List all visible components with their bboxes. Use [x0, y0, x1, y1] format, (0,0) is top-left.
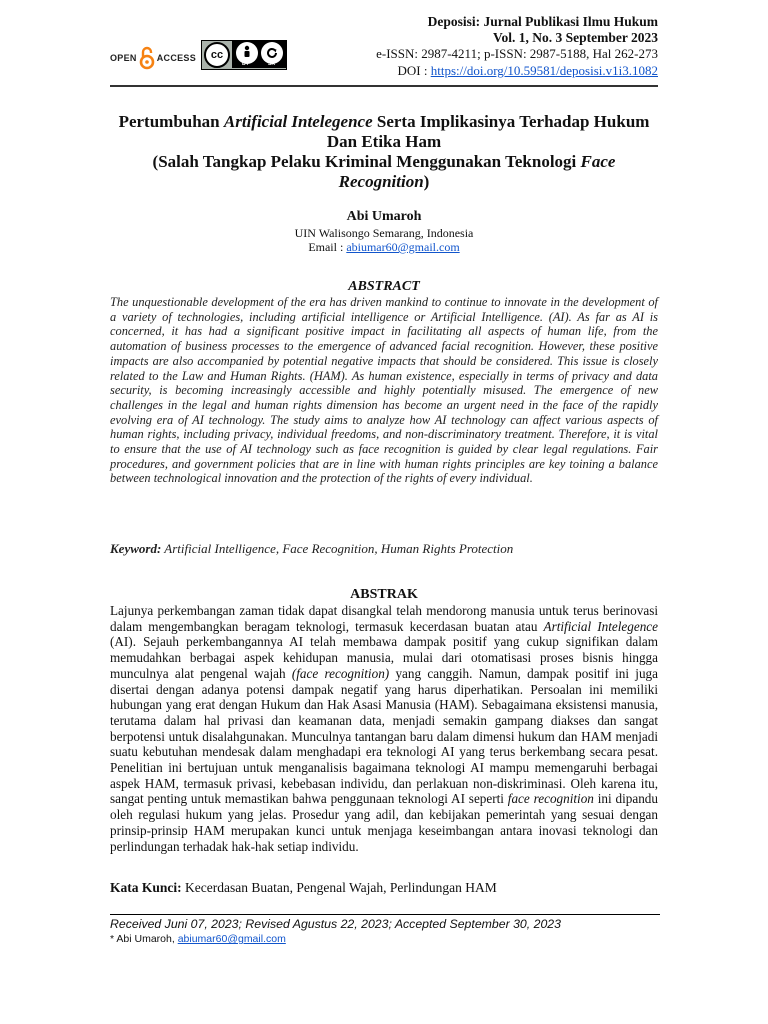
- cc-sa-label: SA: [268, 61, 275, 67]
- abstract-body: The unquestionable development of the era has driven mankind to continue to innovate in the development of a variety of technologies, including artificial intelligence or Artificial Intelligence. (AI). As far as AI is concerned, it has had a significant positive impact in facilitating all aspects of human life, from the automation of business processes to the emergence of advanced facial recognition. However, these positive impacts are also accompanied by potential negative impacts that should be considered. This issue is closely related to the Law and Human Rights. (HAM). As human existence, especially in terms of privacy and data security, is becoming increasingly accessible and highly potentially misused. The emergence of new challenges in the legal and human rights dimension has become an urgent need in the face of the rapidly evolving era of AI technology. The study aims to analyze how AI technology can affect various aspects of human rights, including privacy, individual freedoms, and non-discriminatory treatment. Therefore, it is vital to ensure that the use of AI technology such as face recognition is guided by clear legal regulations. Fair procedures, and government policies that are in line with human rights principles are key toining a balance between technological innovation and the protection of the rights of every individual.: [110, 295, 658, 486]
- doi-line: [398, 63, 659, 79]
- author-email-line: [110, 240, 658, 255]
- footer-divider: [110, 914, 660, 915]
- abstrak-text-2: (AI). Sejauh perkembangannya AI telah membawa dampak positif yang cukup signifikan dalam memudahkan berbagai aspek kehidupan manusia, mulai dari otomatisasi proses bisnis hingga munculnya alat pengenal wajah: [110, 634, 658, 681]
- open-access-text-left: OPEN: [110, 53, 137, 63]
- subtitle-close: ): [423, 172, 430, 191]
- author-email-link[interactable]: abiumar60@gmail.com: [346, 240, 460, 254]
- subtitle-italic-term: Face Recognition: [338, 152, 616, 191]
- author-affiliation: UIN Walisongo Semarang, Indonesia: [294, 226, 474, 240]
- kata-kunci-line: [110, 880, 658, 896]
- volume-line: Vol. 1, No. 3 September 2023: [493, 30, 658, 45]
- abstract-heading: ABSTRACT: [348, 279, 420, 294]
- abstrak-heading: ABSTRAK: [350, 587, 418, 602]
- cc-by-sa-badge[interactable]: [201, 40, 287, 70]
- doi-label: DOI :: [397, 63, 431, 78]
- corresponding-author: [110, 933, 286, 945]
- paper-title: [110, 112, 658, 192]
- open-access-logo: [110, 44, 196, 72]
- received-dates: Received Juni 07, 2023; Revised Agustus 22, 2023; Accepted September 30, 2023: [110, 917, 561, 931]
- abstrak-italic-1: Artificial Intelegence: [543, 618, 659, 634]
- kata-kunci-label: Kata Kunci:: [110, 880, 182, 895]
- kata-kunci: Kecerdasan Buatan, Pengenal Wajah, Perlindungan HAM: [181, 880, 497, 895]
- keyword-line: [110, 541, 658, 557]
- doi-link[interactable]: https://doi.org/10.59581/deposisi.v1i3.1082: [430, 63, 658, 78]
- keywords: Artificial Intelligence, Face Recognition, Human Rights Protection: [161, 541, 514, 556]
- cc-badge-band: [232, 41, 286, 68]
- corr-prefix: * Abi Umaroh,: [110, 933, 178, 945]
- issn-line: e-ISSN: 2987-4211; p-ISSN: 2987-5188, Hal 262-273: [376, 46, 658, 61]
- abstrak-text-4: ini dipandu oleh regulasi hukum yang jelas. Prosedur yang adil, dan kebijakan pemerintah yang sesuai dengan prinsip-prinsip HAM merupakan kunci untuk menjaga keseimbangan antara inovasi teknologi dan perlindungan terhadak hak-hak setiap individu.: [110, 791, 658, 854]
- journal-name: Deposisi: Jurnal Publikasi Ilmu Hukum: [427, 14, 658, 29]
- author-name: Abi Umaroh: [346, 209, 422, 224]
- abstrak-italic-3: face recognition: [507, 791, 594, 807]
- corr-email-link[interactable]: abiumar60@gmail.com: [177, 933, 286, 945]
- abstrak-italic-2: (face recognition): [291, 665, 390, 681]
- cc-by-label: BY: [242, 61, 249, 67]
- open-access-text-right: ACCESS: [156, 53, 197, 63]
- title-text-1: Pertumbuhan: [118, 112, 224, 131]
- keyword-label: Keyword:: [110, 541, 162, 556]
- abstrak-text-3: yang canggih. Namun, dampak positif ini juga disertai dengan adanya potensi dampak negatif yang harus diperhatikan. Persoalan ini memiliki hubungan yang erat dengan Hukum dan Hak Asasi Manusia (HAM). Sebagaimana eksistensi manusia, terutama dalam hal privasi dan keamanan data, menjadi semakin gampang diakses dan sangat berpotensi untuk disalahgunakan. Munculnya tantangan baru dalam dimensi hukum dan HAM menjadi suatu kebutuhan mendesak dalam menghadapi era teknologi AI yang terus berkembang secara pesat. Penelitian ini bertujuan untuk menganalisis bagaimana teknologi AI mampu memengaruhi berbagai aspek HAM, termasuk privasi, kebebasan individu, dan perlakuan non-diskriminasi. Oleh karena itu, sangat penting untuk memastikan bahwa penggunaan teknologi AI seperti: [110, 665, 659, 807]
- cc-label: cc: [210, 49, 224, 61]
- abstrak-text-1: Lajunya perkembangan zaman tidak dapat disangkal telah mendorong manusia untuk terus berinovasi dalam mengembangkan beragam teknologi, termasuk kecerdasan buatan atau: [110, 603, 658, 634]
- title-italic-term: Artificial Intelegence: [223, 112, 373, 131]
- title-text-2: Serta Implikasinya Terhadap Hukum Dan Etika Ham: [326, 112, 650, 151]
- open-access-lock-icon: [139, 46, 155, 70]
- cc-icon: [204, 42, 230, 68]
- abstrak-body: [110, 603, 658, 854]
- email-label: Email :: [308, 240, 347, 254]
- header-divider: [110, 85, 658, 87]
- subtitle-text: (Salah Tangkap Pelaku Kriminal Menggunakan Teknologi: [152, 152, 581, 171]
